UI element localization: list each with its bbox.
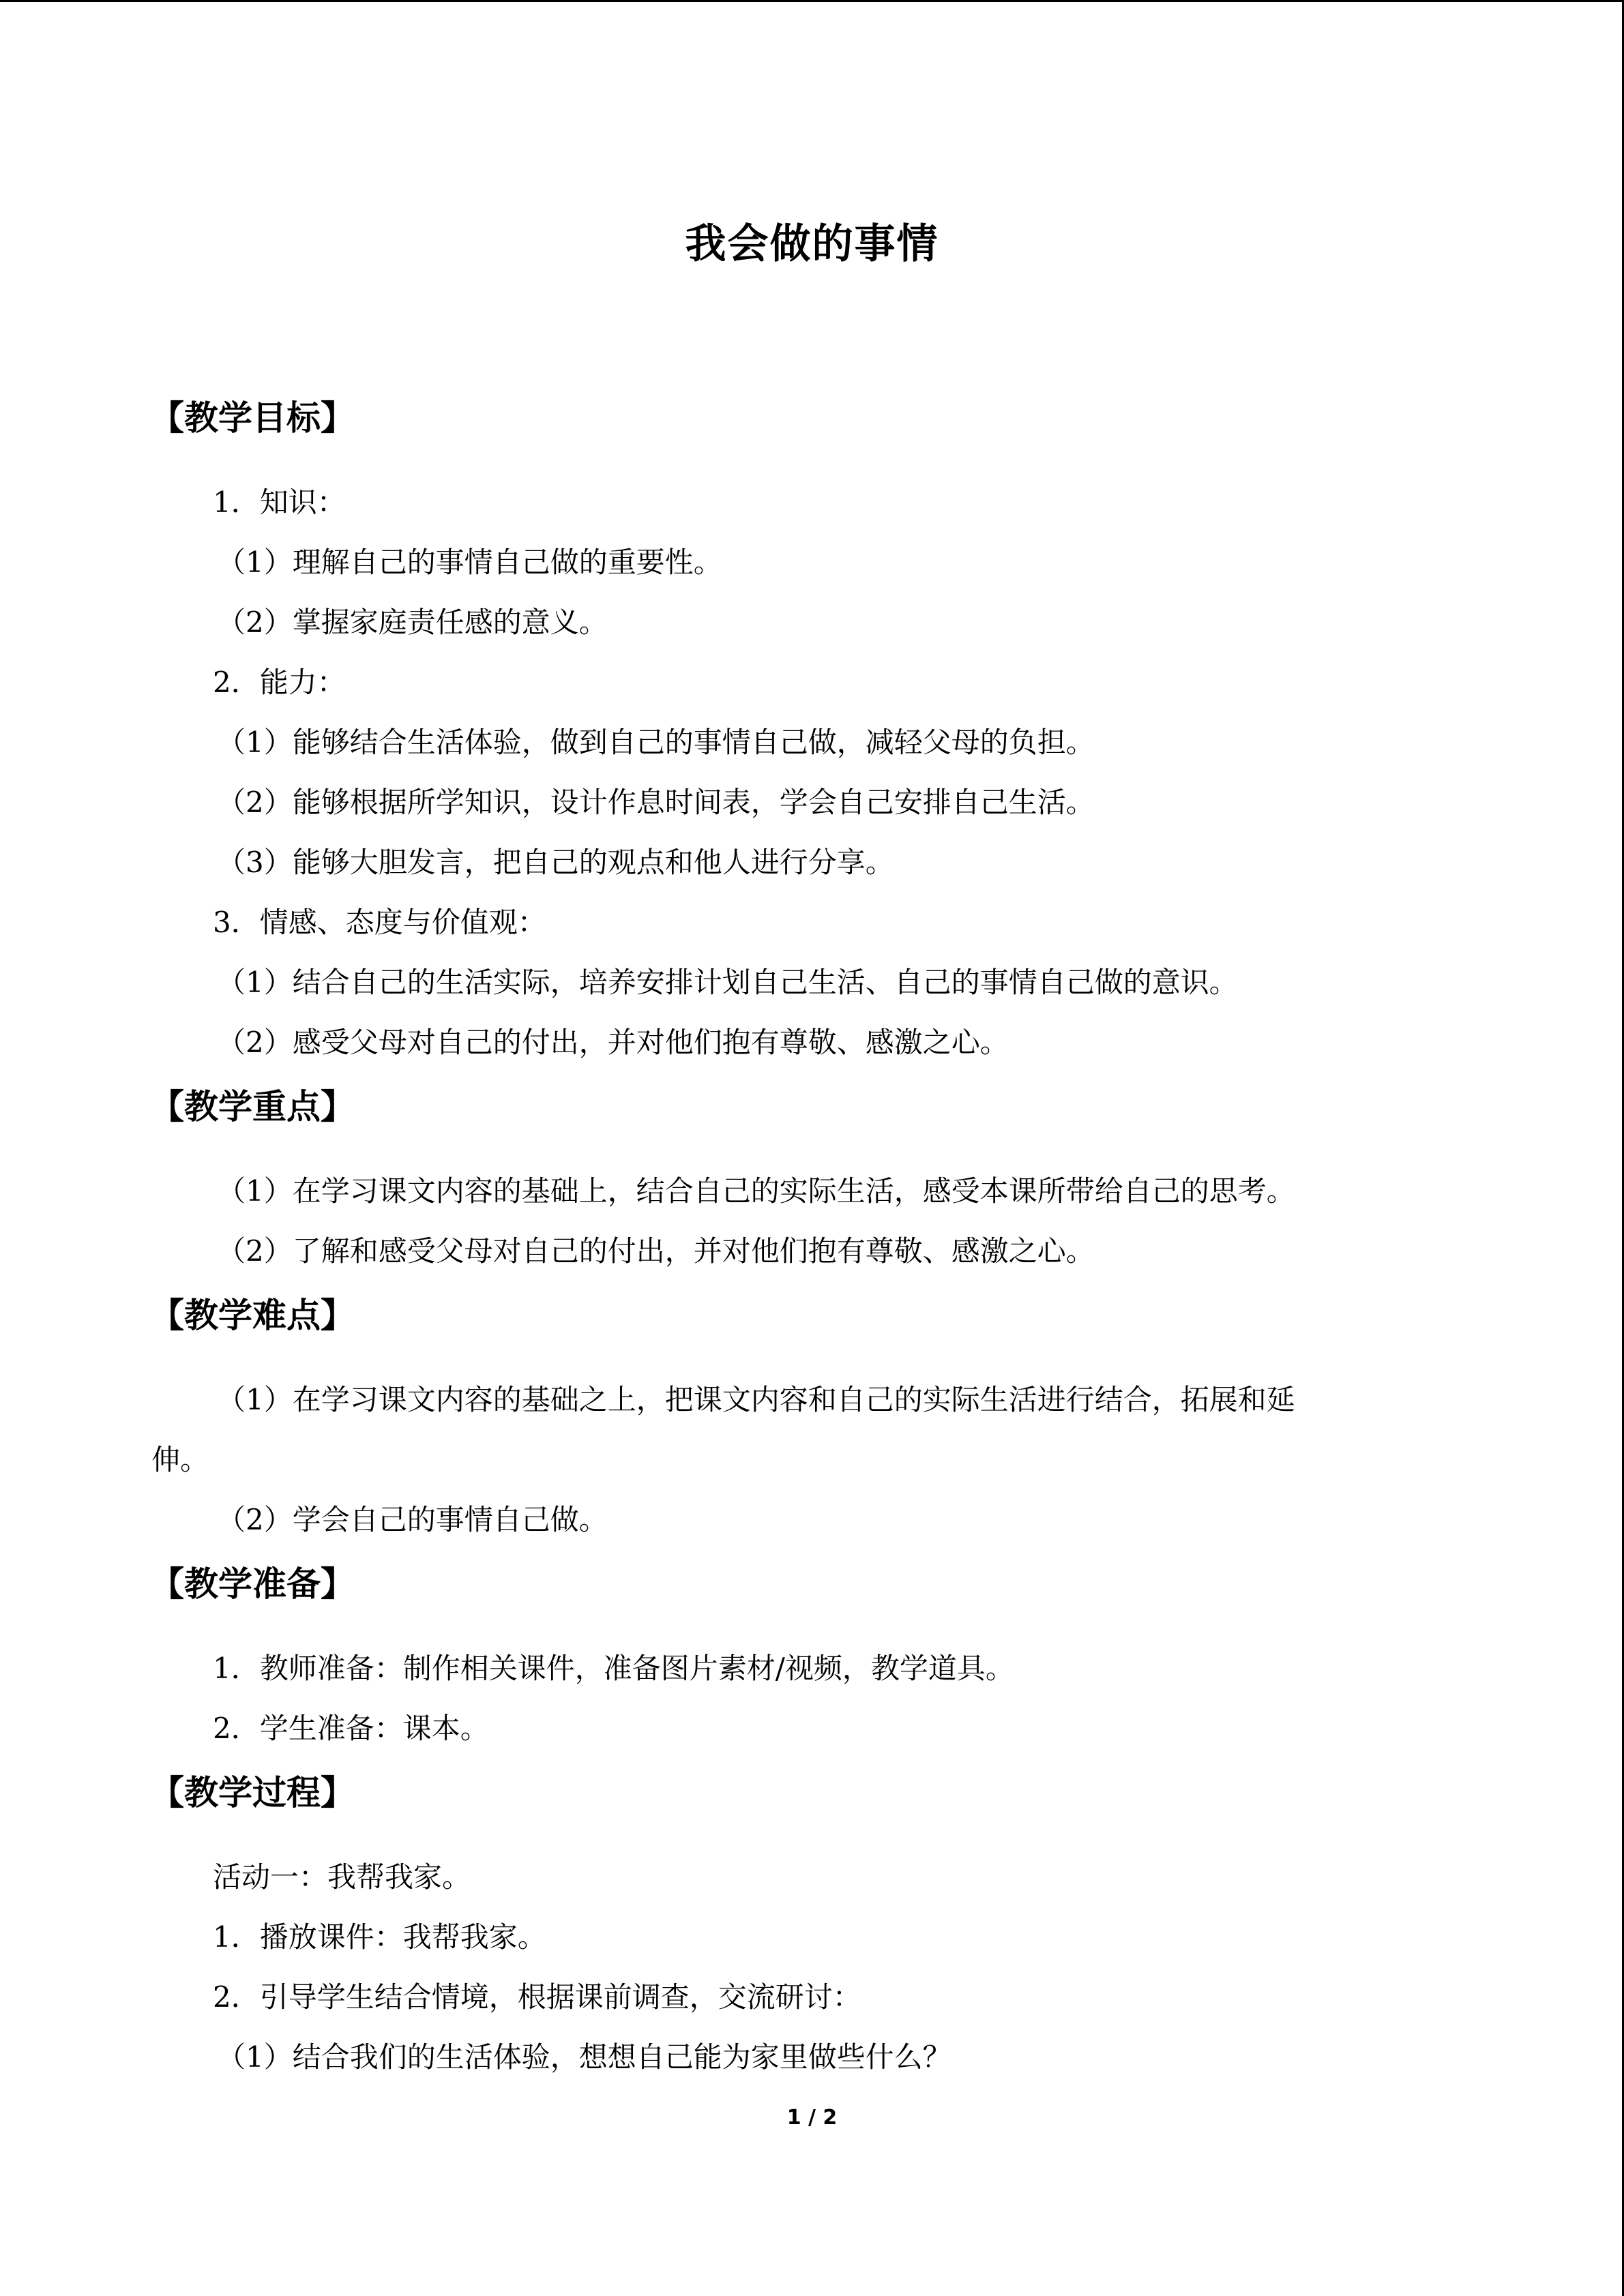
key-point-1: （1）在学习课文内容的基础上，结合自己的实际生活，感受本课所带给自己的思考。	[217, 1174, 1295, 1208]
objective-knowledge-2: （2）掌握家庭责任感的意义。	[217, 606, 608, 639]
objective-knowledge-1: （1）理解自己的事情自己做的重要性。	[217, 546, 722, 579]
objective-ability-1: （1）能够结合生活体验，做到自己的事情自己做，减轻父母的负担。	[217, 726, 1095, 759]
key-point-2: （2）了解和感受父母对自己的付出，并对他们抱有尊敬、感激之心。	[217, 1234, 1095, 1268]
heading-process: 【教学过程】	[150, 1773, 355, 1813]
process-step-2-question-1: （1）结合我们的生活体验，想想自己能为家里做些什么？	[217, 2040, 951, 2074]
difficulty-2: （2）学会自己的事情自己做。	[217, 1503, 608, 1536]
heading-preparation: 【教学准备】	[150, 1564, 355, 1604]
objective-ability: 2．能力：	[213, 666, 346, 699]
process-step-1: 1．播放课件：我帮我家。	[213, 1920, 546, 1954]
objective-ability-2: （2）能够根据所学知识，设计作息时间表，学会自己安排自己生活。	[217, 786, 1095, 819]
objective-emotion-2: （2）感受父母对自己的付出，并对他们抱有尊敬、感激之心。	[217, 1026, 1009, 1059]
objective-emotion-1: （1）结合自己的生活实际，培养安排计划自己生活、自己的事情自己做的意识。	[217, 966, 1238, 999]
page-border-top	[0, 0, 1624, 2]
process-activity-1: 活动一：我帮我家。	[213, 1860, 471, 1894]
process-step-2: 2．引导学生结合情境，根据课前调查，交流研讨：	[213, 1980, 861, 2014]
preparation-teacher: 1．教师准备：制作相关课件，准备图片素材/视频，教学道具。	[213, 1652, 1014, 1685]
heading-key-points: 【教学重点】	[150, 1087, 355, 1127]
objective-knowledge: 1．知识：	[213, 486, 346, 519]
document-title: 我会做的事情	[685, 220, 939, 268]
objective-ability-3: （3）能够大胆发言，把自己的观点和他人进行分享。	[217, 846, 894, 879]
difficulty-1-line-2: 伸。	[151, 1443, 209, 1476]
heading-difficulties: 【教学难点】	[150, 1296, 355, 1335]
heading-teaching-objectives: 【教学目标】	[150, 398, 355, 438]
difficulty-1-line-1: （1）在学习课文内容的基础之上，把课文内容和自己的实际生活进行结合，拓展和延	[217, 1383, 1295, 1416]
page-number: 1 / 2	[786, 2106, 838, 2130]
objective-emotion: 3．情感、态度与价值观：	[213, 906, 546, 939]
preparation-student: 2．学生准备：课本。	[213, 1712, 489, 1745]
